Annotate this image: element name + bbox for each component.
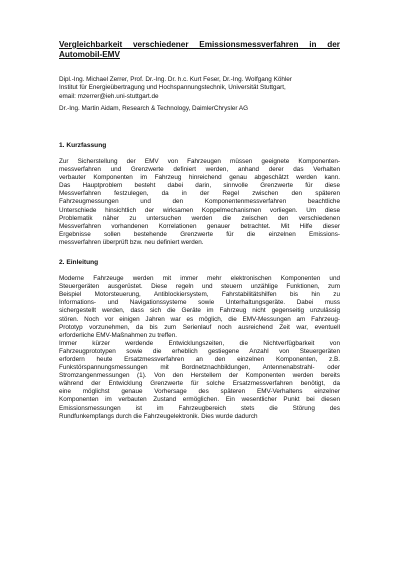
text-line: Stromzangenmessungen (1). Von den Herstellern der Komponenten werden bereits (59, 372, 340, 380)
text-line: Rundfunkempfangs durch die Fahrzeugelektronik. Dies wurde dadurch (59, 412, 258, 420)
text-line: erfordern heute Ersatzmessverfahren an den einzelnen Komponenten, z.B. (59, 355, 340, 363)
section-heading-kurzfassung: 1. Kurzfassung (59, 142, 107, 149)
text-line: eine möglichst genaue Vorhersage des späteren EMV-Verhaltens einzelner (59, 388, 340, 396)
text-line: Funkstörspannungsmessungen mit Bordnetznachbildungen, Antennenabstrahl- oder (59, 364, 340, 372)
text-line: Emissionsmessungen ist im Fahrzeugbereich stets die Störung des (59, 404, 340, 412)
text-line: während der Entwicklung Grenzwerte für solche Ersatzmessverfahren benötigt, da (59, 380, 340, 388)
text-line: Messverfahren festzulegen, da in der Regel zwischen den späteren (59, 190, 340, 198)
kurzfassung-paragraph (59, 158, 340, 247)
text-line: Messverfahren vorhandenen Korrelationen genauer betrachtet. Mit Hilfe dieser (59, 222, 340, 230)
section-heading-einleitung: 2. Einleitung (59, 259, 99, 267)
text-line: stören. Noch vor einigen Jahren war es möglich, die EMV-Messungen am Fahrzeug- (59, 315, 340, 323)
text-line: Informations- und Navigationssysteme sowie Unterhaltungsgeräte. Dabei muss (59, 299, 340, 307)
text-line: Komponenten im verbauten Zustand ermöglichen. Ein wesentlicher Punkt bei diesen (59, 396, 340, 404)
text-line: sichergestellt werden, dass sich die Geräte im Fahrzeug nicht gegenseitig unzulässig (59, 307, 340, 315)
text-line: messverfahren und Grenzwerte definiert werden, anhand derer das Verhalten (59, 166, 340, 174)
text-line: Steuergeräten ausgerüstet. Diese regeln und steuern unzählige Funktionen, zum (59, 283, 340, 291)
paper-title: Vergleichbarkeit verschiedener Emissionsmessverfahren in der Automobil-EMV (59, 40, 340, 59)
author-names: Dipl.-Ing. Michael Zerrer, Prof. Dr.-Ing. Dr. h.c. Kurt Feser, Dr.-Ing. Wolfgang Köhler (59, 76, 292, 84)
text-line: messverfahren überprüft bzw. neu definiert werden. (59, 238, 204, 246)
text-line: Ergebnisse sollen bestehende Grenzwerte für die einzelnen Emissions- (59, 230, 340, 238)
text-line: Fahrzeugmessungen und den Komponentenmessverfahren beachtliche (59, 198, 340, 206)
text-line: Beispiel Motorsteuerung, Antiblockiersystem, Fahrstabilitätshilfen bis hin zu (59, 291, 340, 299)
second-author: Dr.-Ing. Martin Aidam, Research & Technology, DaimlerChrysler AG (59, 104, 249, 112)
text-line: Moderne Fahrzeuge werden mit immer mehr elektronischen Komponenten und (59, 275, 340, 283)
text-line: Problematik näher zu untersuchen werden die zwischen den verschiedenen (59, 214, 340, 222)
text-line: Zur Sicherstellung der EMV von Fahrzeugen müssen geeignete Komponenten- (59, 158, 340, 165)
email-line: email: mzerrer@ieh.uni-stuttgart.de (59, 92, 159, 100)
text-line: Fahrzeugprototypen sowie die erheblich gestiegene Anzahl von Steuergeräten (59, 347, 340, 355)
einleitung-paragraph (59, 275, 340, 421)
text-line: Unterschiede hinsichtlich der wirksamen Koppelmechanismen vorliegen. Um diese (59, 206, 340, 214)
institute-line: Institut für Energieübertragung und Hochspannungstechnik, Universität Stuttgart, (59, 84, 286, 92)
text-line: Prototyp vorzunehmen, da bis zum Serienlauf noch ausreichend Zeit war, eventuell (59, 323, 340, 331)
text-line: verbauter Komponenten im Fahrzeug hinreichend genau abgeschätzt werden kann. (59, 174, 340, 182)
author-block (59, 76, 340, 101)
text-line: Immer kürzer werdende Entwicklungszeiten, die Nichtverfügbarkeit von (59, 339, 340, 347)
text-line: Das Hauptproblem besteht dabei darin, sinnvolle Grenzwerte für diese (59, 182, 340, 190)
text-line: erforderliche EMV-Maßnahmen zu treffen. (59, 331, 178, 339)
